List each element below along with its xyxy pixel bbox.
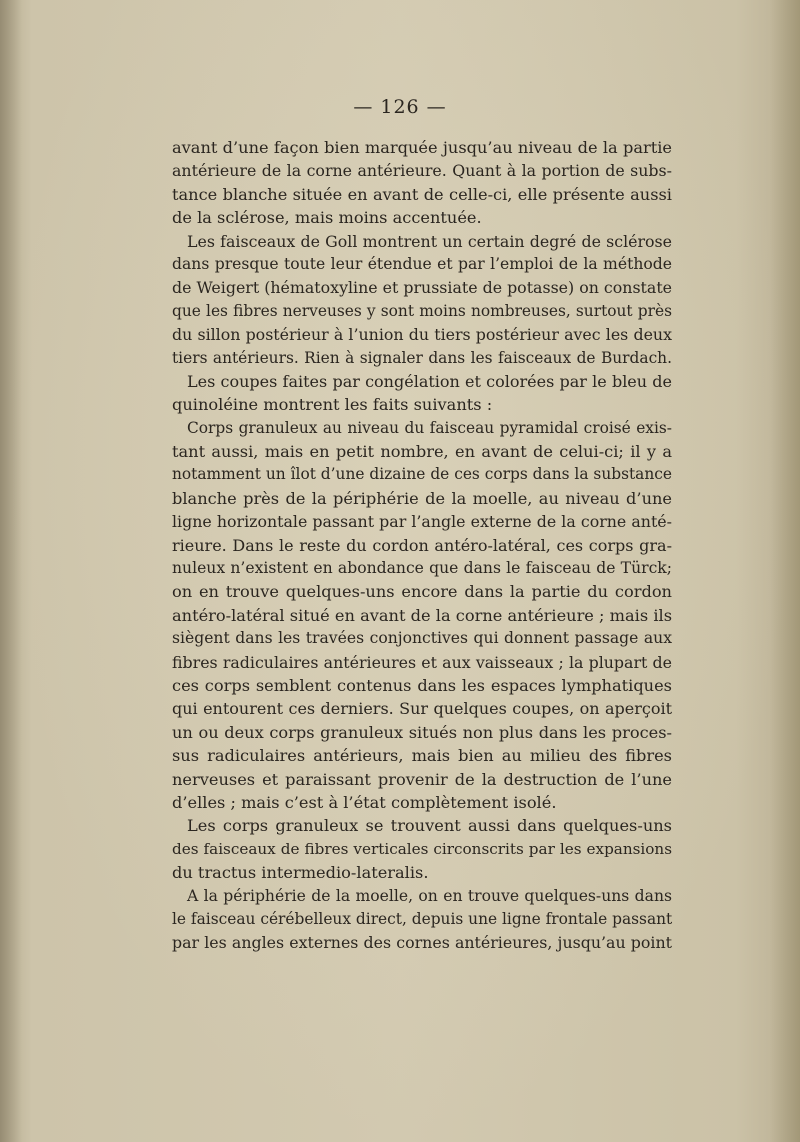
text-line: que les fibres nerveuses y sont moins nombreuses, surtout près	[172, 301, 672, 320]
text-line: Les faisceaux de Goll montrent un certain degré de sclérose	[187, 231, 672, 251]
text-line: avant d’une façon bien marquée jusqu’au niveau de la partie	[172, 138, 672, 157]
text-line: d’elles ; mais c’est à l’état complètement isolé.	[172, 792, 557, 812]
text-line: fibres radiculaires antérieures et aux vaisseaux ; la plupart de	[172, 652, 672, 672]
text-line: par les angles externes des cornes antérieures, jusqu’au point	[172, 933, 672, 953]
text-line: antéro-latéral situé en avant de la corne antérieure ; mais ils	[172, 605, 672, 625]
text-line: blanche près de la périphérie de la moelle, au niveau d’une	[172, 488, 672, 508]
text-line: nerveuses et paraissant provenir de la destruction de l’une	[172, 769, 672, 789]
text-line: rieure. Dans le reste du cordon antéro-latéral, ces corps gra-	[172, 535, 672, 555]
text-line: tiers antérieurs. Rien à signaler dans les faisceaux de Burdach.	[172, 348, 672, 367]
text-line: du tractus intermedio-lateralis.	[172, 863, 429, 883]
page-edge-stain	[770, 0, 800, 1142]
text-line: ces corps semblent contenus dans les espaces lymphatiques	[172, 675, 672, 695]
text-line: Corps granuleux au niveau du faisceau pyramidal croisé exis-	[187, 418, 672, 437]
body-text	[172, 136, 672, 955]
text-line: nuleux n’existent en abondance que dans le faisceau de Türck;	[172, 559, 672, 578]
page-number: — 126 —	[353, 96, 447, 118]
text-line: notamment un îlot d’une dizaine de ces corps dans la substance	[172, 465, 672, 484]
text-line: le faisceau cérébelleux direct, depuis une ligne frontale passant	[172, 909, 673, 928]
text-line: tant aussi, mais en petit nombre, en avant de celui-ci; il y a	[172, 442, 672, 462]
text-line: Les coupes faites par congélation et colorées par le bleu de	[187, 371, 672, 391]
text-line: antérieure de la corne antérieure. Quant à la portion de subs-	[172, 161, 672, 181]
spine-shadow	[0, 0, 22, 1142]
text-line: quinoléine montrent les faits suivants :	[172, 395, 493, 415]
text-line: ligne horizontale passant par l’angle externe de la corne anté-	[172, 512, 672, 532]
text-line: du sillon postérieur à l’union du tiers postérieur avec les deux	[172, 325, 672, 345]
text-line: de la sclérose, mais moins accentuée.	[172, 208, 482, 228]
text-line: de Weigert (hématoxyline et prussiate de potasse) on constate	[172, 278, 673, 298]
text-line: A la périphérie de la moelle, on en trouve quelques-uns dans	[187, 886, 672, 905]
text-line: siègent dans les travées conjonctives qui donnent passage aux	[172, 629, 672, 648]
text-line: dans presque toute leur étendue et par l’emploi de la méthode	[172, 254, 672, 273]
text-line: un ou deux corps granuleux situés non plus dans les proces-	[172, 722, 672, 742]
text-line: on en trouve quelques-uns encore dans la partie du cordon	[172, 582, 672, 602]
text-line: des faisceaux de fibres verticales circonscrits par les expansions	[172, 839, 672, 858]
text-line: Les corps granuleux se trouvent aussi dans quelques-uns	[187, 816, 672, 836]
text-line: qui entourent ces derniers. Sur quelques coupes, on aperçoit	[172, 699, 672, 719]
text-line: sus radiculaires antérieurs, mais bien au milieu des fibres	[172, 746, 672, 766]
text-line: tance blanche située en avant de celle-ci, elle présente aussi	[172, 184, 672, 204]
